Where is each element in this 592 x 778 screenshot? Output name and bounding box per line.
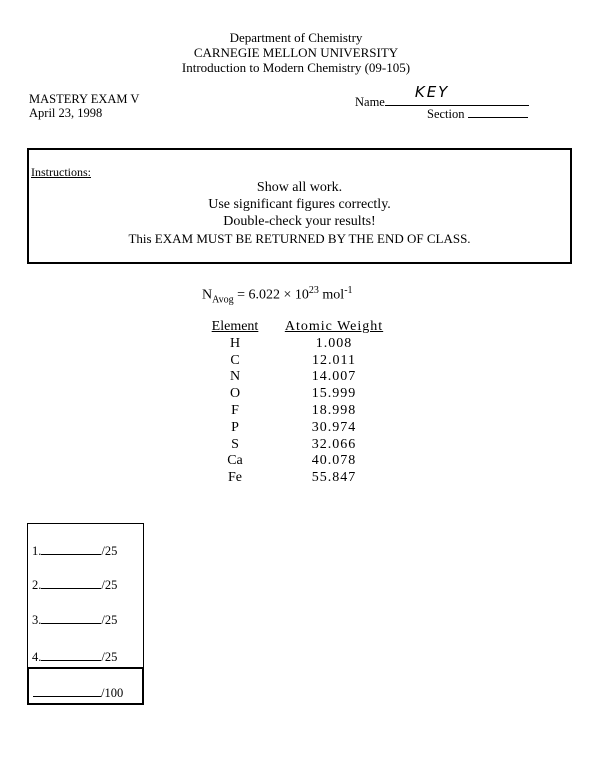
question-number: 1.: [32, 544, 42, 558]
total-score-blank: [33, 685, 101, 697]
total-out-of: /100: [101, 686, 124, 700]
constant-symbol: N: [202, 287, 213, 303]
instruction-line: This EXAM MUST BE RETURNED BY THE END OF CLASS.: [128, 231, 471, 246]
element-symbol: C: [230, 352, 240, 368]
atomic-weights-table: [196, 319, 394, 487]
atomic-weight-value: 55.847: [311, 470, 357, 486]
table-row: [196, 403, 394, 420]
table-row: [196, 420, 394, 437]
element-symbol: O: [229, 386, 241, 402]
constant-value: = 6.022 × 10: [233, 287, 309, 303]
atomic-weight-value: 30.974: [311, 419, 357, 435]
score-out-of: /25: [101, 613, 118, 627]
element-symbol: S: [231, 436, 239, 452]
table-row: [196, 453, 394, 470]
question-number: 3.: [32, 613, 42, 627]
atomic-weight-value: 12.011: [312, 352, 356, 368]
atomic-weight-value: 15.999: [311, 386, 357, 402]
avogadro-constant: [202, 285, 353, 305]
university-line: CARNEGIE MELLON UNIVERSITY: [193, 45, 399, 60]
section-field: [427, 106, 528, 122]
name-label: Name: [355, 95, 385, 109]
constant-unit: mol: [318, 287, 345, 303]
score-out-of: /25: [101, 544, 118, 558]
total-score-line: [33, 685, 123, 701]
atomic-weight-value: 32.066: [311, 436, 357, 452]
constant-exponent: 23: [308, 285, 319, 296]
atomic-weight-value: 18.998: [311, 402, 357, 418]
table-row: [196, 369, 394, 386]
name-handwritten: KEY: [414, 83, 450, 101]
table-row: [196, 470, 394, 487]
section-blank: [468, 106, 528, 118]
name-blank: [385, 83, 529, 106]
instruction-line: Show all work.: [256, 180, 343, 195]
score-out-of: /25: [101, 650, 118, 664]
instructions-title: Instructions:: [31, 165, 91, 179]
course-line: Introduction to Modern Chemistry (09-105): [181, 60, 411, 75]
score-line-3: [32, 612, 117, 628]
table-row: [196, 336, 394, 353]
instruction-line: Use significant figures correctly.: [208, 197, 391, 212]
score-blank: [41, 649, 101, 661]
element-symbol: N: [229, 369, 241, 385]
table-header-row: [196, 319, 394, 336]
score-blank: [41, 543, 101, 555]
score-blank: [41, 612, 101, 624]
section-label: Section: [427, 107, 465, 121]
table-row: [196, 437, 394, 454]
exam-date: April 23, 1998: [29, 106, 103, 120]
score-line-2: [32, 577, 117, 593]
question-number: 2.: [32, 578, 42, 592]
question-number: 4.: [32, 650, 42, 664]
element-symbol: Ca: [227, 453, 243, 469]
atomic-weight-header: Atomic Weight: [284, 319, 384, 334]
instructions-box: [27, 148, 572, 264]
element-symbol: H: [229, 335, 241, 351]
element-symbol: P: [231, 419, 239, 435]
element-symbol: Fe: [228, 470, 242, 486]
instruction-line: Double-check your results!: [223, 214, 376, 229]
score-line-1: [32, 543, 117, 559]
element-header: Element: [211, 319, 259, 334]
exam-title: MASTERY EXAM V: [29, 92, 140, 106]
atomic-weight-value: 14.007: [311, 369, 357, 385]
atomic-weight-value: 1.008: [315, 335, 353, 351]
constant-subscript: Avog: [212, 294, 234, 306]
score-blank: [41, 577, 101, 589]
score-out-of: /25: [101, 578, 118, 592]
department-line: Department of Chemistry: [229, 30, 363, 45]
atomic-weight-value: 40.078: [311, 453, 357, 469]
table-row: [196, 386, 394, 403]
table-row: [196, 353, 394, 370]
score-total-box: [27, 667, 144, 705]
element-symbol: F: [231, 402, 239, 418]
score-line-4: [32, 649, 117, 665]
constant-unit-exponent: -1: [344, 285, 353, 296]
